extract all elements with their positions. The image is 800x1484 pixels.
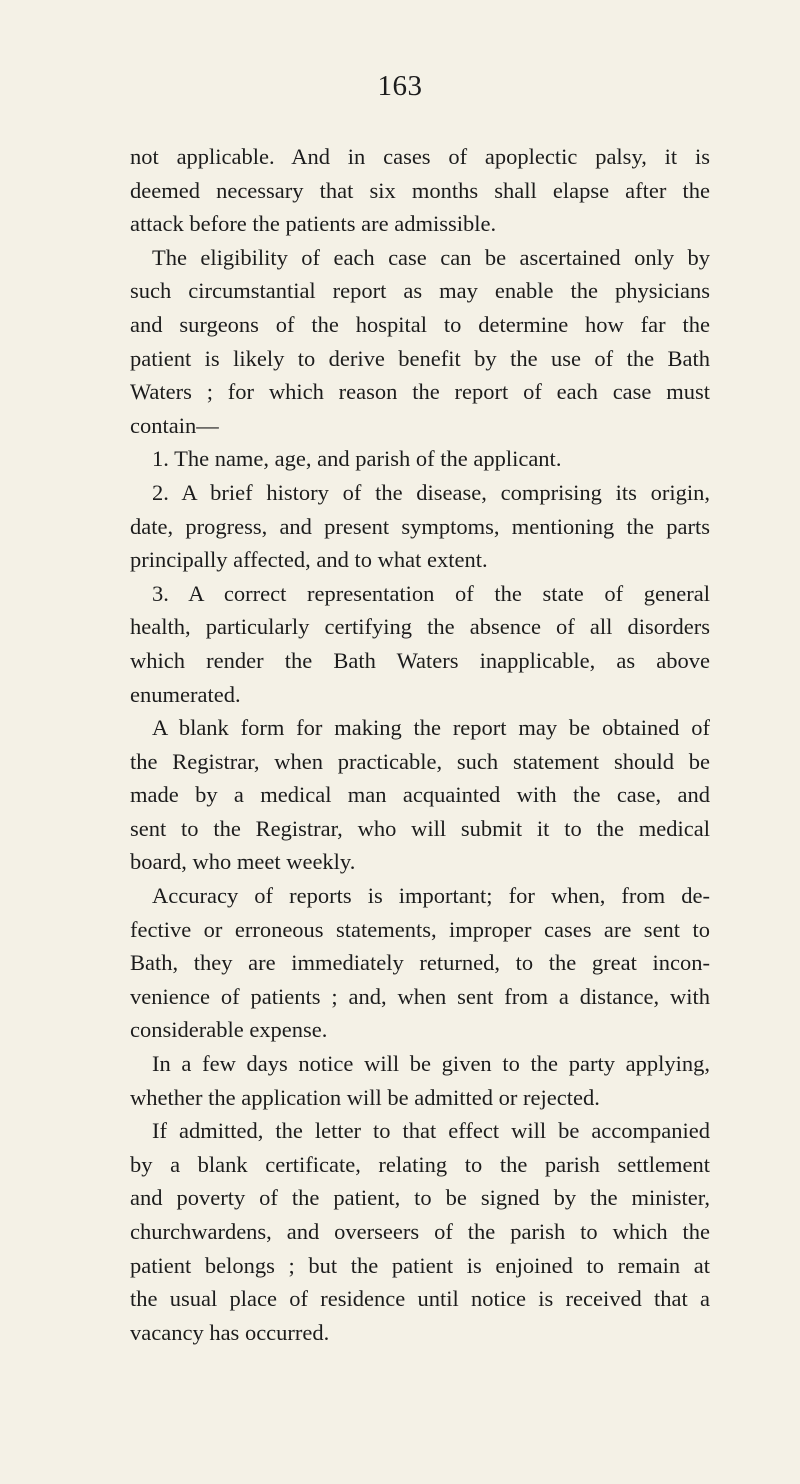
text-line: fective or erroneous statements, improper cases are sent to xyxy=(130,916,710,942)
text-line: Bath, they are immediately returned, to the great incon- xyxy=(130,950,710,976)
text-line: the Registrar, when practicable, such statement should be xyxy=(130,748,710,774)
paragraph-8 xyxy=(130,1047,710,1114)
text-line: enumerated. xyxy=(130,681,241,707)
text-line: which render the Bath Waters inapplicable, as above xyxy=(130,647,710,673)
text-line: deemed necessary that six months shall elapse after the xyxy=(130,177,710,203)
text-line: attack before the patients are admissible. xyxy=(130,211,497,237)
text-line: 3. A correct representation of the state of general xyxy=(152,580,710,606)
text-line: sent to the Registrar, who will submit it to the medical xyxy=(130,815,710,841)
text-line: churchwardens, and overseers of the parish to which the xyxy=(130,1219,710,1244)
text-line: board, who meet weekly. xyxy=(130,849,356,875)
body-text xyxy=(130,140,710,1349)
text-line: by a blank certificate, relating to the parish settlement xyxy=(130,1151,710,1177)
text-line: If admitted, the letter to that effect will be accompanied xyxy=(152,1118,710,1144)
text-line: 1. The name, age, and parish of the applicant. xyxy=(152,446,562,472)
text-line: considerable expense. xyxy=(130,1017,328,1043)
text-line: The eligibility of each case can be ascertained only by xyxy=(152,244,710,270)
text-line: patient is likely to derive benefit by the use of the Bath xyxy=(130,345,710,371)
text-line: 2. A brief history of the disease, comprising its origin, xyxy=(152,479,710,505)
paragraph-7 xyxy=(130,879,710,1047)
text-line: vacancy has occurred. xyxy=(130,1319,330,1345)
text-line: whether the application will be admitted or rejected. xyxy=(130,1084,600,1110)
text-line: and surgeons of the hospital to determine how far the xyxy=(130,311,710,337)
text-line: patient belongs ; but the patient is enjoined to remain at xyxy=(130,1252,710,1278)
text-line: such circumstantial report as may enable the physicians xyxy=(130,278,710,304)
text-line: the usual place of residence until notice is received that a xyxy=(130,1286,710,1312)
paragraph-2 xyxy=(130,241,710,443)
text-line: principally affected, and to what extent. xyxy=(130,547,488,573)
page-number: 163 xyxy=(377,70,423,102)
text-line: A blank form for making the report may be obtained of xyxy=(152,715,710,741)
text-line: In a few days notice will be given to the party applying, xyxy=(152,1051,710,1077)
text-line: Accuracy of reports is important; for when, from de- xyxy=(152,883,710,909)
paragraph-3 xyxy=(130,442,710,476)
text-line: health, particularly certifying the absence of all disorders xyxy=(130,614,710,640)
paragraph-6 xyxy=(130,711,710,879)
text-line: Waters ; for which reason the report of each case must xyxy=(130,379,710,405)
text-line: and poverty of the patient, to be signed by the minister, xyxy=(130,1185,710,1211)
text-line: contain— xyxy=(130,412,219,438)
text-line: venience of patients ; and, when sent from a distance, with xyxy=(130,983,710,1009)
paragraph-1 xyxy=(130,140,710,241)
text-line: made by a medical man acquainted with the case, and xyxy=(130,782,710,808)
text-line: not applicable. And in cases of apoplectic palsy, it is xyxy=(130,144,710,169)
paragraph-9 xyxy=(130,1114,710,1349)
paragraph-4 xyxy=(130,476,710,577)
paragraph-5 xyxy=(130,577,710,711)
text-line: date, progress, and present symptoms, mentioning the parts xyxy=(130,513,710,539)
